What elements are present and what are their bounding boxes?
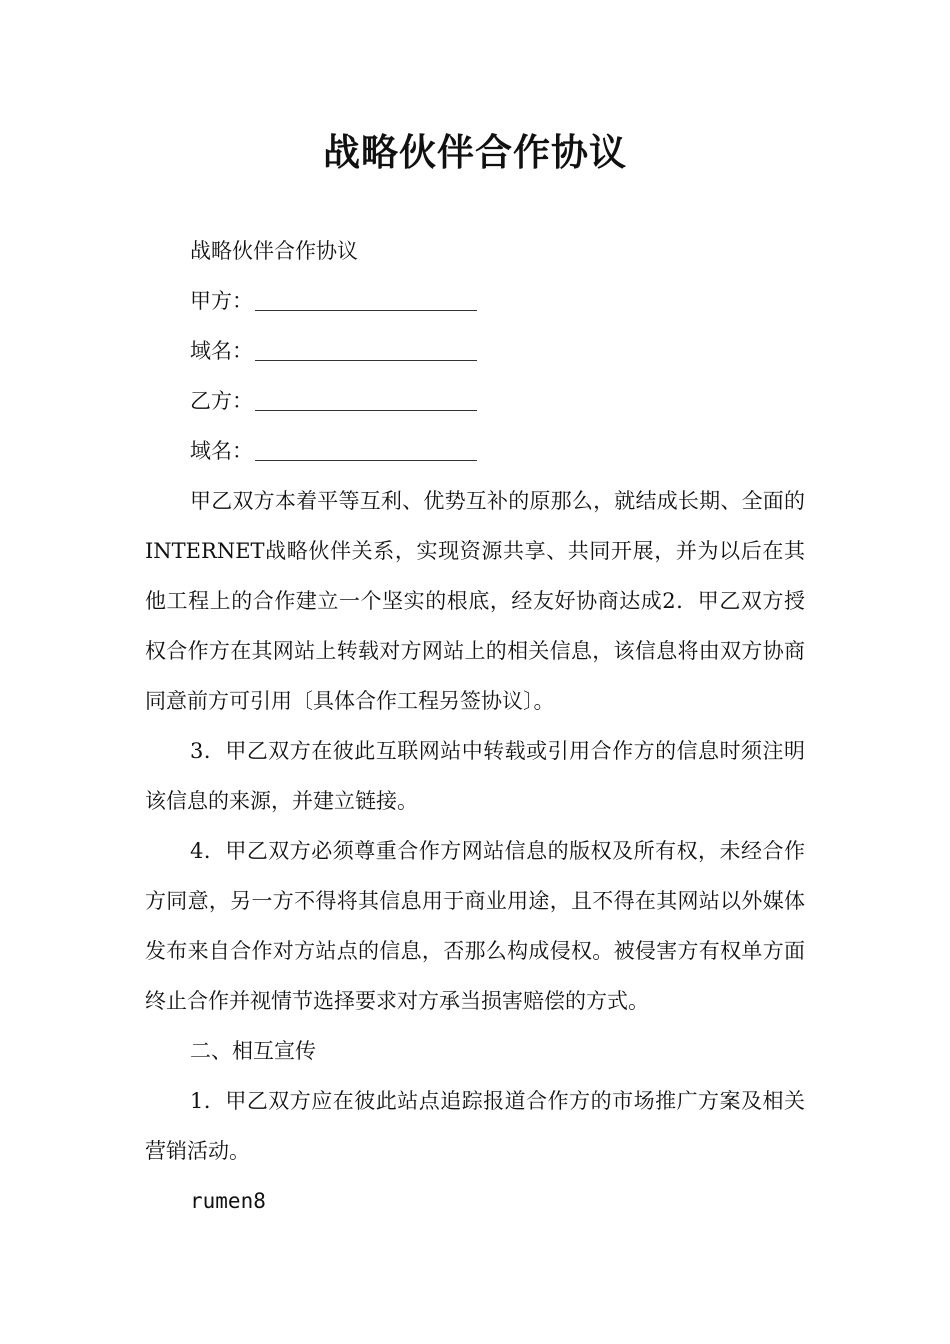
party-b-domain-field	[145, 426, 805, 476]
party-a-domain-label: 域名：	[190, 339, 253, 363]
party-b-domain-blank	[255, 432, 477, 461]
paragraph-clause-3: 3．甲乙双方在彼此互联网站中转载或引用合作方的信息时须注明该信息的来源，并建立链接。	[145, 739, 805, 813]
party-a-label: 甲方：	[190, 289, 253, 313]
party-a-domain-field	[145, 326, 805, 376]
party-a-field	[145, 276, 805, 326]
document-body	[145, 226, 805, 1226]
party-b-label: 乙方：	[190, 389, 253, 413]
party-a-blank	[255, 282, 477, 311]
party-b-blank	[255, 382, 477, 411]
section-heading: 二、相互宣传	[190, 1039, 316, 1063]
paragraph-clause-4: 4．甲乙双方必须尊重合作方网站信息的版权及所有权，未经合作方同意，另一方不得将其信息用于商业用途，且不得在其网站以外媒体发布来自合作对方站点的信息，否那么构成侵权。被侵害方有权单方面终止合作并视情节选择要求对方承当损害赔偿的方式。	[145, 839, 805, 1013]
paragraph-section-2-clause-1: 1．甲乙双方应在彼此站点追踪报道合作方的市场推广方案及相关营销活动。	[145, 1089, 805, 1163]
document-subtitle: 战略伙伴合作协议	[190, 239, 358, 263]
footer-text: rumen8	[190, 1189, 266, 1213]
paragraph-intro: 甲乙双方本着平等互利、优势互补的原那么，就结成长期、全面的INTERNET战略伙伴关系，实现资源共享、共同开展，并为以后在其他工程上的合作建立一个坚实的根底，经友好协商达成2．甲乙双方授权合作方在其网站上转载对方网站上的相关信息，该信息将由双方协商同意前方可引用〔具体合作工程另签协议〕。	[145, 489, 805, 713]
party-b-field	[145, 376, 805, 426]
party-b-domain-label: 域名：	[190, 439, 253, 463]
party-a-domain-blank	[255, 332, 477, 361]
document-title: 战略伙伴合作协议	[323, 131, 627, 174]
